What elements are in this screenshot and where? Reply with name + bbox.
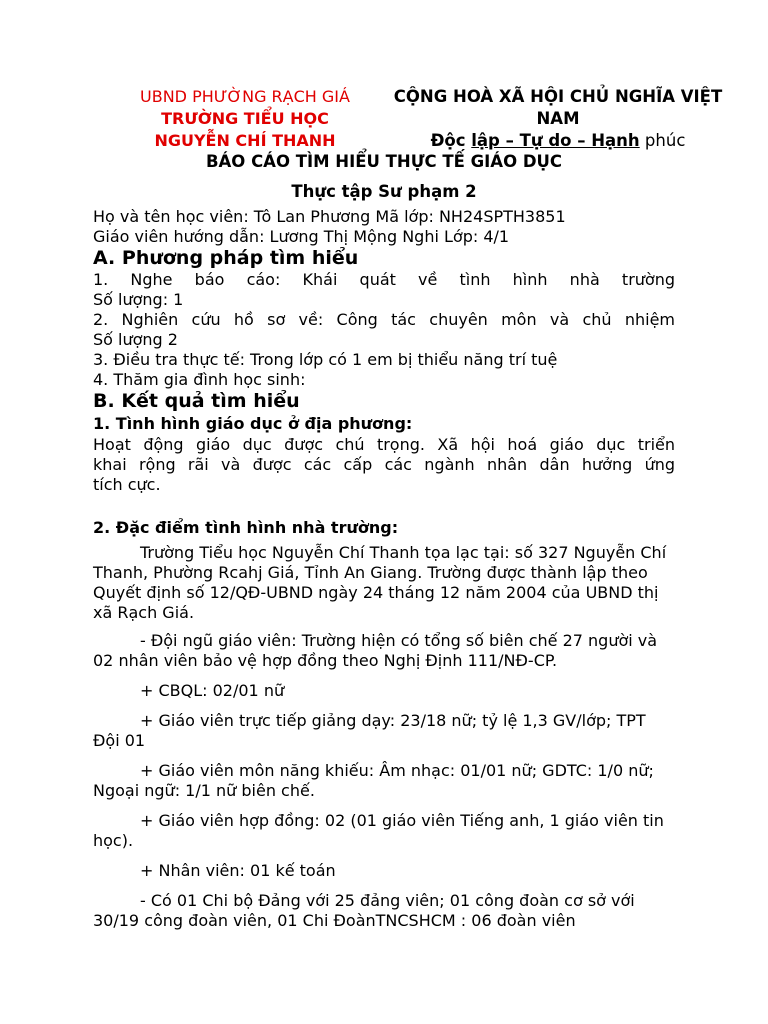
method-item-3: 3. Điều tra thực tế: Trong lớp có 1 em bị thiểu năng trí tuệ xyxy=(93,350,558,369)
section-b-heading: B. Kết quả tìm hiểu xyxy=(93,390,300,412)
student-info-line: Họ và tên học viên: Tô Lan Phương Mã lớp: NH24SPTH3851 xyxy=(93,207,566,226)
national-motto xyxy=(368,130,748,152)
method-item-4: 4. Thăm gia đình học sinh: xyxy=(93,370,306,389)
section-a-heading: A. Phương pháp tìm hiểu xyxy=(93,247,359,269)
report-subtitle: Thực tập Sư phạm 2 xyxy=(291,182,477,201)
method-item-2-quantity: Số lượng 2 xyxy=(93,330,178,349)
school-name-line1: TRƯỜNG TIỂU HỌC xyxy=(161,109,329,128)
method-item-1-quantity: Số lượng: 1 xyxy=(93,290,184,309)
national-header-block xyxy=(368,86,748,152)
local-education-line1: Hoạt động giáo dục được chú trọng. Xã hội hoá giáo dục triển xyxy=(93,435,675,454)
local-education-line3: tích cực. xyxy=(93,475,161,494)
staff-paragraph: - Đội ngũ giáo viên: Trường hiện có tổng số biên chế 27 người và 02 nhân viên bảo vệ hợp đồng theo Nghị Định 111/NĐ-CP. xyxy=(93,631,658,670)
motto-underlined: lập – Tự do – Hạnh xyxy=(471,131,640,150)
supervisor-info-line: Giáo viên hướng dẫn: Lương Thị Mộng Nghi Lớp: 4/1 xyxy=(93,227,510,246)
national-title-line1: CỘNG HOÀ XÃ HỘI CHỦ NGHĨA VIỆT xyxy=(393,87,723,106)
school-location-paragraph: Trường Tiểu học Nguyễn Chí Thanh tọa lạc tại: số 327 Nguyễn Chí Thanh, Phường Rcahj Giá, Tỉnh An Giang. Trường được thành lập theo Quyết định số 12/QĐ-UBND ngày 24 tháng 12 năm 2004 của UBND thị xã Rạch Giá. xyxy=(93,543,667,622)
national-title-line2: NAM xyxy=(536,109,580,128)
issuing-authority-block xyxy=(100,86,390,152)
school-name-line2: NGUYỄN CHÍ THANH xyxy=(154,131,336,150)
authority-name: UBND PHƯỜNG RẠCH GIÁ xyxy=(140,87,350,106)
method-item-1: 1. Nghe báo cáo: Khái quát về tình hình nhà trường xyxy=(93,270,675,289)
contract-teachers-line: + Giáo viên hợp đồng: 02 (01 giáo viên Tiếng anh, 1 giáo viên tin học). xyxy=(93,811,664,850)
method-item-2: 2. Nghiên cứu hồ sơ về: Công tác chuyên môn và chủ nhiệm xyxy=(93,310,675,329)
staff-accountant-line: + Nhân viên: 01 kế toán xyxy=(140,861,336,880)
teaching-staff-line: + Giáo viên trực tiếp giảng dạy: 23/18 nữ; tỷ lệ 1,3 GV/lớp; TPT Đội 01 xyxy=(93,711,646,750)
management-staff-line: + CBQL: 02/01 nữ xyxy=(140,681,285,700)
subsection-1-heading: 1. Tình hình giáo dục ở địa phương: xyxy=(93,414,413,433)
report-title: BÁO CÁO TÌM HIỂU THỰC TẾ GIÁO DỤC xyxy=(205,152,563,171)
party-union-paragraph: - Có 01 Chi bộ Đảng với 25 đảng viên; 01 công đoàn cơ sở với 30/19 công đoàn viên, 01 Chi ĐoànTNCSHCM : 06 đoàn viên xyxy=(93,891,635,930)
specialty-teachers-line: + Giáo viên môn năng khiếu: Âm nhạc: 01/01 nữ; GDTC: 1/0 nữ; Ngoại ngữ: 1/1 nữ biên chế. xyxy=(93,761,654,800)
motto-prefix: Độc xyxy=(430,131,472,150)
document-body xyxy=(93,207,675,931)
subsection-2-heading: 2. Đặc điểm tình hình nhà trường: xyxy=(93,518,399,537)
local-education-line2: khai rộng rãi và được các cấp các ngành nhân dân hưởng ứng xyxy=(93,455,675,474)
motto-suffix: phúc xyxy=(639,131,686,150)
